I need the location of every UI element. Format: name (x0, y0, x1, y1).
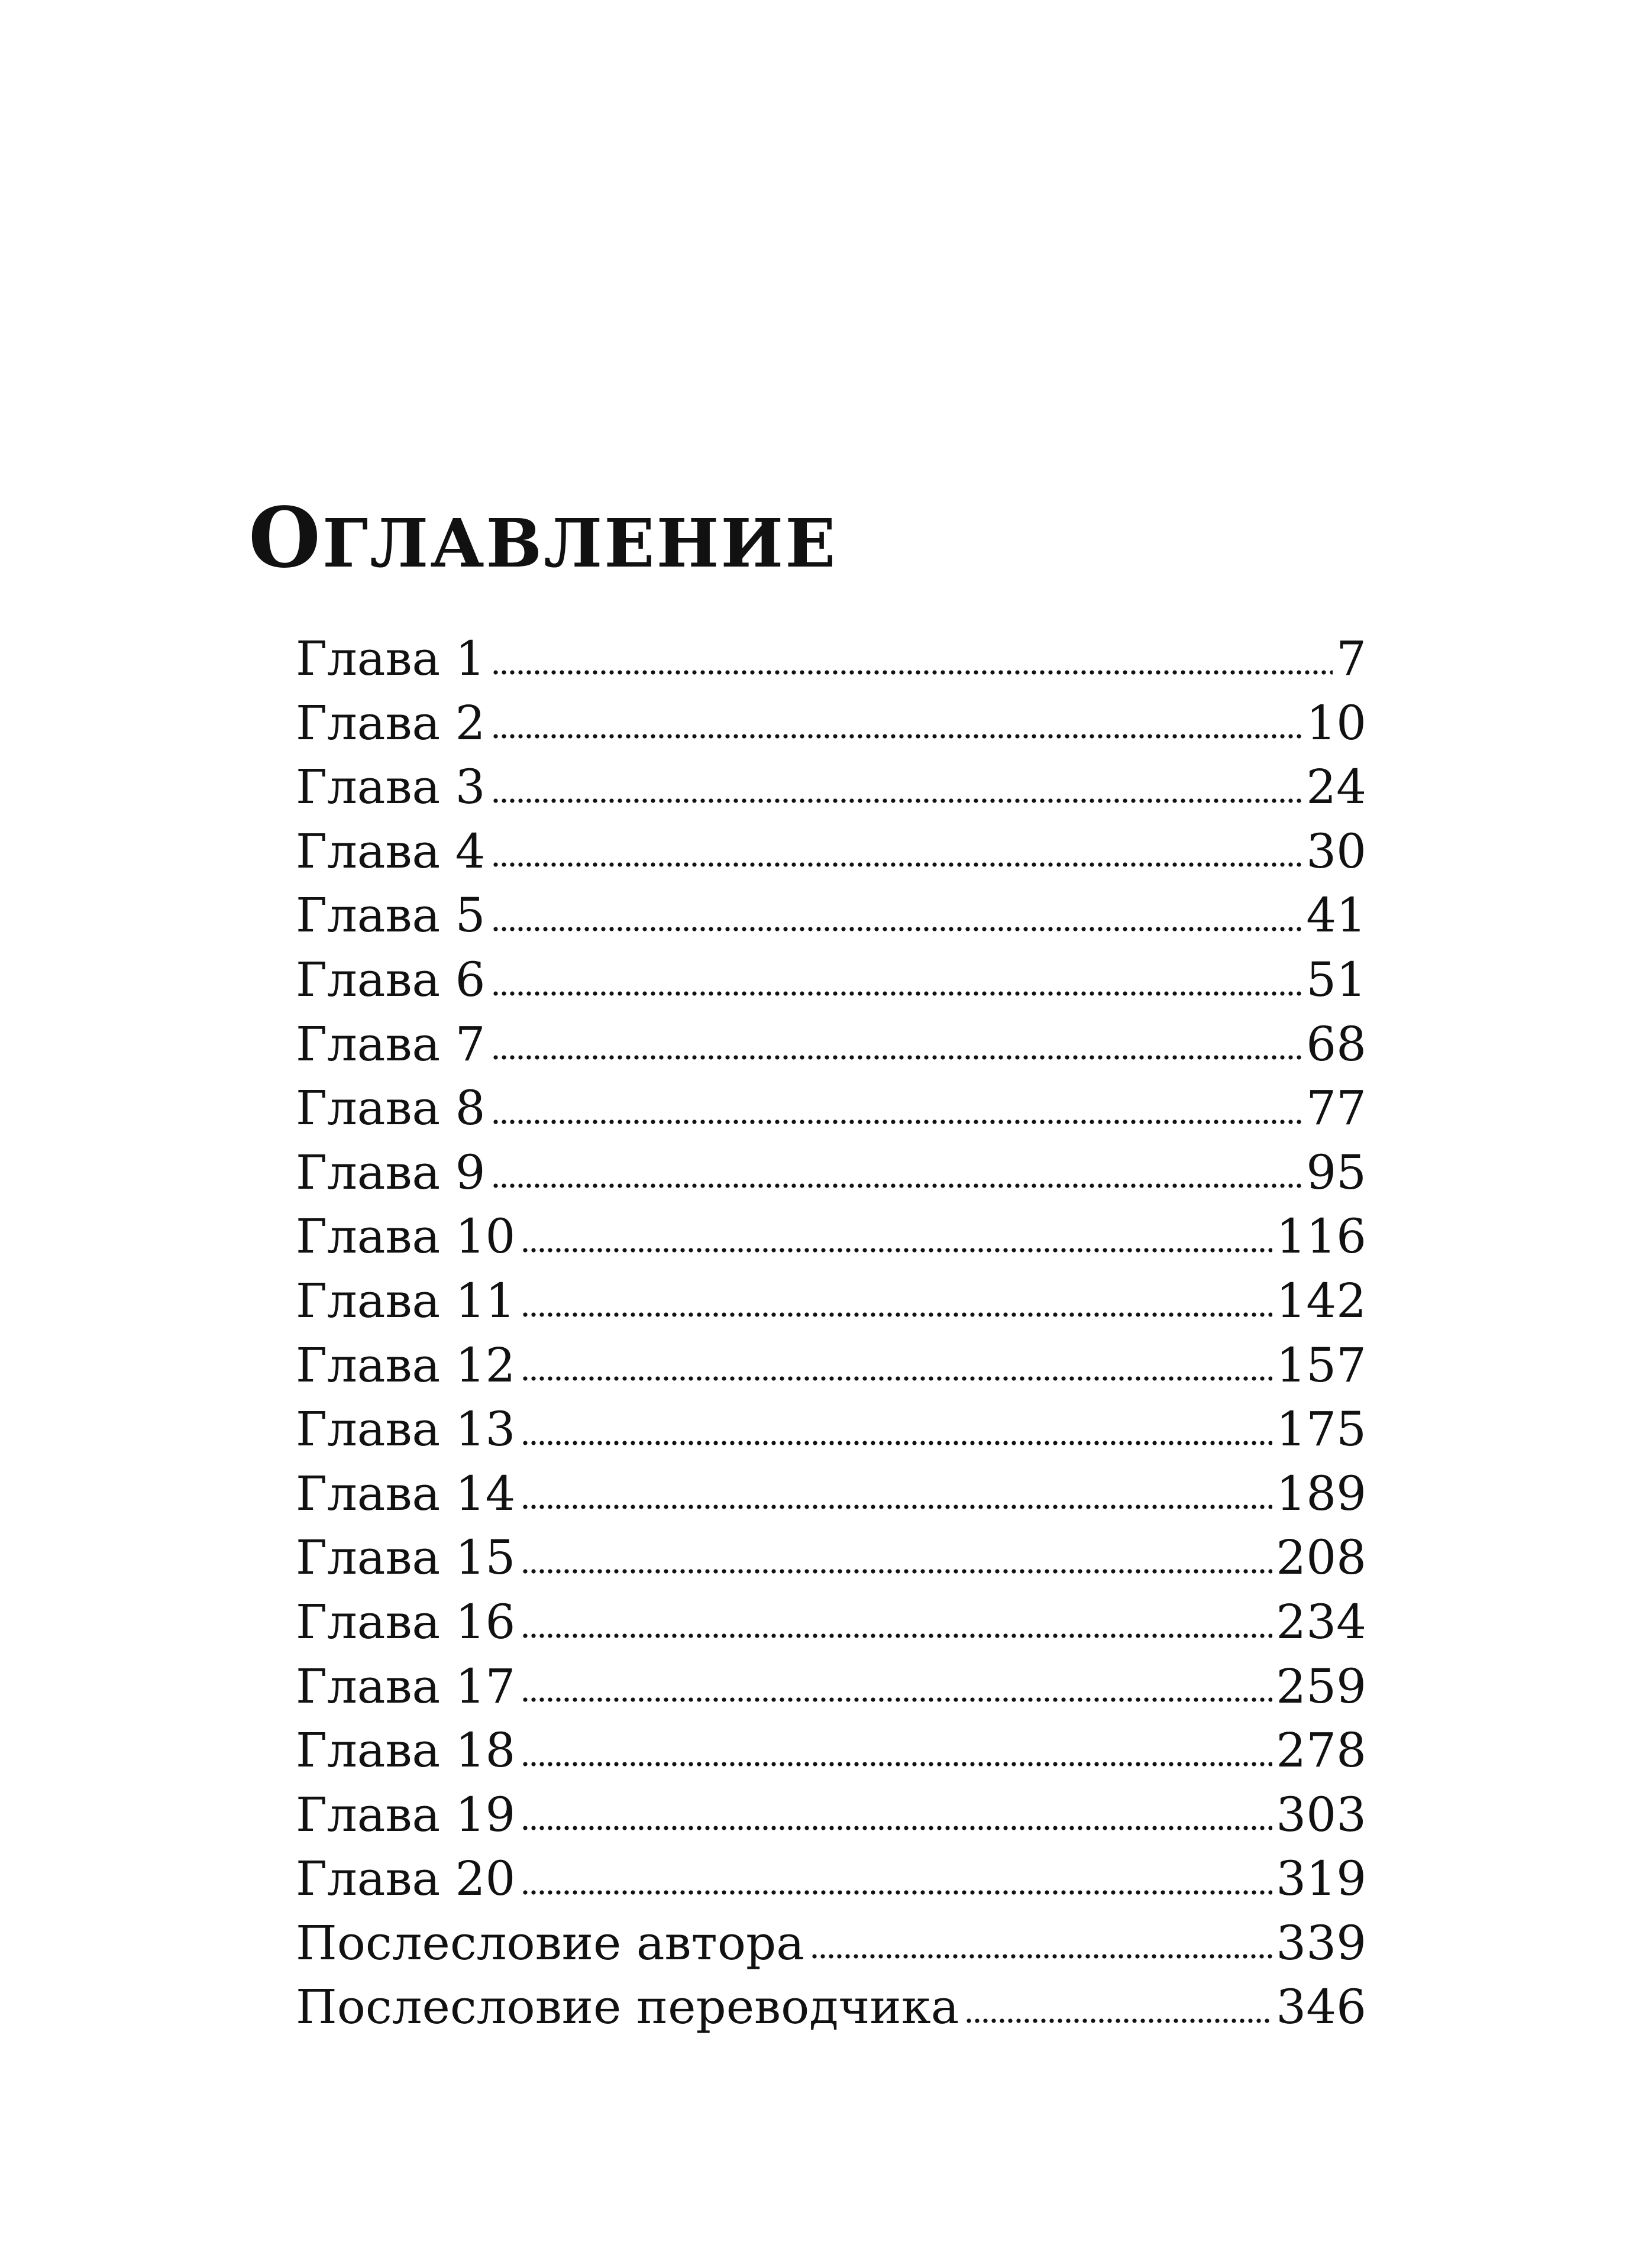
toc-entry-page-number: 77 (1306, 1080, 1366, 1136)
toc-entry-page-number: 157 (1276, 1337, 1366, 1393)
toc-entry-label: Глава 5 (296, 888, 486, 943)
toc-entry-label: Послесловие автора (296, 1915, 804, 1971)
toc-entry-label: Глава 8 (296, 1080, 486, 1136)
toc-entry (296, 1655, 1366, 1719)
toc-entry-page-number: 24 (1306, 759, 1366, 815)
toc-entry-page-number: 208 (1276, 1530, 1366, 1586)
toc-entry-page-number: 41 (1306, 888, 1366, 943)
toc-entry (296, 1462, 1366, 1526)
toc-entry-label: Глава 14 (296, 1465, 516, 1521)
toc-entry-label: Глава 15 (296, 1530, 516, 1586)
toc-title: ОГЛАВЛЕНИЕ (248, 490, 838, 587)
toc-entry (296, 627, 1366, 691)
toc-entry-label: Глава 11 (296, 1273, 516, 1328)
toc-entry-label: Глава 18 (296, 1723, 516, 1778)
toc-list (296, 627, 1366, 2040)
toc-entry-page-number: 259 (1276, 1658, 1366, 1714)
toc-entry-page-number: 278 (1276, 1723, 1366, 1778)
dot-leader (492, 1180, 1303, 1192)
dot-leader (521, 1822, 1272, 1834)
toc-entry-page-number: 175 (1276, 1402, 1366, 1457)
toc-entry-label: Глава 4 (296, 823, 486, 879)
toc-entry (296, 1334, 1366, 1398)
toc-entry-page-number: 339 (1276, 1915, 1366, 1971)
toc-entry-page-number: 95 (1306, 1144, 1366, 1200)
toc-entry (296, 1911, 1366, 1976)
dot-leader (492, 859, 1303, 871)
dot-leader (492, 1052, 1303, 1063)
toc-entry (296, 691, 1366, 756)
toc-entry-page-number: 51 (1306, 952, 1366, 1007)
dot-leader (521, 1887, 1272, 1898)
dot-leader (965, 2015, 1272, 2027)
toc-entry-page-number: 30 (1306, 823, 1366, 879)
toc-entry-page-number: 10 (1306, 695, 1366, 750)
dot-leader (521, 1565, 1272, 1577)
toc-entry (296, 1012, 1366, 1077)
toc-entry-label: Глава 20 (296, 1851, 516, 1907)
dot-leader (521, 1437, 1272, 1449)
dot-leader (521, 1694, 1272, 1706)
dot-leader (521, 1244, 1272, 1256)
toc-entry-label: Глава 1 (296, 631, 486, 686)
toc-entry (296, 1975, 1366, 2040)
dot-leader (521, 1373, 1272, 1384)
toc-entry-label: Глава 13 (296, 1402, 516, 1457)
toc-entry-page-number: 116 (1276, 1209, 1366, 1264)
toc-entry (296, 1590, 1366, 1655)
toc-entry (296, 948, 1366, 1012)
toc-entry-page-number: 142 (1276, 1273, 1366, 1328)
dot-leader (492, 730, 1303, 742)
dot-leader (521, 1758, 1272, 1770)
dot-leader (521, 1501, 1272, 1513)
toc-entry-label: Глава 16 (296, 1594, 516, 1649)
dot-leader (521, 1309, 1272, 1321)
toc-entry (296, 1269, 1366, 1334)
toc-entry-page-number: 303 (1276, 1787, 1366, 1842)
dot-leader (521, 1630, 1272, 1642)
toc-entry-label: Глава 7 (296, 1016, 486, 1072)
dot-leader (492, 795, 1303, 807)
toc-entry-label: Глава 6 (296, 952, 486, 1007)
toc-entry (296, 1847, 1366, 1911)
toc-entry-page-number: 7 (1336, 631, 1366, 686)
toc-entry (296, 884, 1366, 948)
toc-entry (296, 1076, 1366, 1141)
toc-entry (296, 1526, 1366, 1590)
toc-entry-page-number: 234 (1276, 1594, 1366, 1649)
toc-entry (296, 1141, 1366, 1205)
dot-leader (492, 667, 1333, 678)
dot-leader (492, 1116, 1303, 1128)
toc-entry (296, 1397, 1366, 1462)
toc-entry-page-number: 346 (1276, 1979, 1366, 2035)
toc-entry (296, 1783, 1366, 1848)
toc-entry (296, 1205, 1366, 1269)
toc-entry-label: Глава 3 (296, 759, 486, 815)
toc-entry-label: Глава 2 (296, 695, 486, 750)
toc-entry-label: Глава 10 (296, 1209, 516, 1264)
toc-entry-page-number: 319 (1276, 1851, 1366, 1907)
toc-entry-label: Послесловие переводчика (296, 1979, 959, 2035)
dot-leader (492, 923, 1303, 935)
toc-entry-label: Глава 12 (296, 1337, 516, 1393)
dot-leader (810, 1950, 1272, 1962)
toc-entry (296, 820, 1366, 884)
toc-entry-label: Глава 19 (296, 1787, 516, 1842)
toc-entry-label: Глава 17 (296, 1658, 516, 1714)
toc-entry (296, 1719, 1366, 1783)
toc-entry-page-number: 189 (1276, 1465, 1366, 1521)
toc-entry-page-number: 68 (1306, 1016, 1366, 1072)
dot-leader (492, 988, 1303, 999)
toc-entry-label: Глава 9 (296, 1144, 486, 1200)
toc-entry (296, 755, 1366, 820)
